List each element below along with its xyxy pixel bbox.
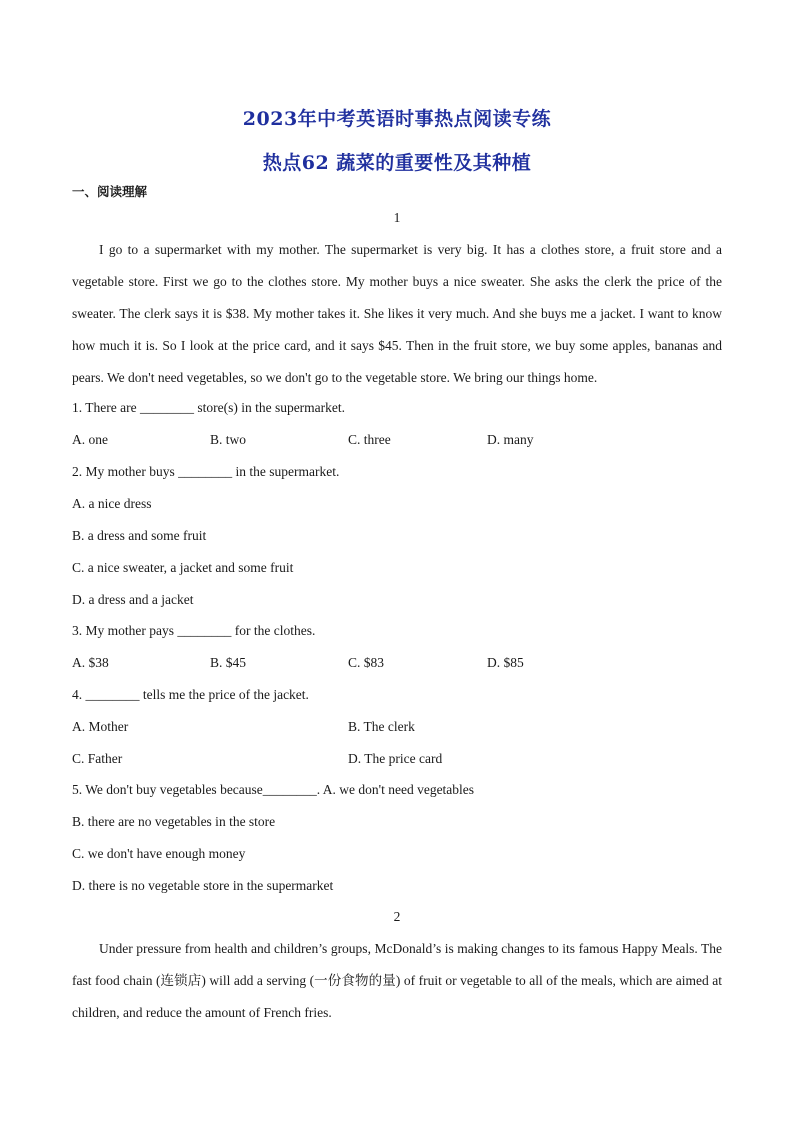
- question-1-option-a: A. one: [72, 432, 108, 447]
- passage-2-text: Under pressure from health and children’s groups, McDonald’s is making changes to its famous Happy Meals. The fast food chain (连锁店) will add a serving (一份食物的量) of fruit or vegetable to all of the meals, which are aimed at children, and reduce the amount of French fries.: [72, 941, 722, 1020]
- section-heading: 一、阅读理解: [72, 184, 148, 199]
- question-2-option-a: A. a nice dress: [72, 496, 152, 511]
- question-4-stem: 4. ________ tells me the price of the jacket.: [72, 687, 309, 702]
- question-3-option-d: D. $85: [487, 655, 524, 670]
- question-3-stem: 3. My mother pays ________ for the clothes.: [72, 623, 316, 638]
- question-5-option-b: B. there are no vegetables in the store: [72, 814, 276, 829]
- passage-number-1: 1: [393, 210, 401, 225]
- document-subtitle: 热点62 蔬菜的重要性及其种植: [262, 152, 532, 174]
- document-title: 2023年中考英语时事热点阅读专练: [242, 108, 552, 130]
- question-3-option-a: A. $38: [72, 655, 109, 670]
- question-5-option-d: D. there is no vegetable store in the supermarket: [72, 878, 334, 893]
- passage-1: [72, 234, 722, 394]
- question-1-option-c: C. three: [348, 432, 391, 447]
- passage-2: [72, 933, 722, 1029]
- question-1-option-b: B. two: [210, 432, 247, 447]
- question-4-option-b: B. The clerk: [348, 719, 415, 734]
- question-2-option-c: C. a nice sweater, a jacket and some fruit: [72, 560, 294, 575]
- question-2-option-d: D. a dress and a jacket: [72, 592, 194, 607]
- question-4-option-c: C. Father: [72, 751, 123, 766]
- question-2-option-b: B. a dress and some fruit: [72, 528, 207, 543]
- question-2-stem: 2. My mother buys ________ in the supermarket.: [72, 464, 340, 479]
- question-1-option-d: D. many: [487, 432, 534, 447]
- passage-number-2: 2: [393, 909, 401, 924]
- passage-1-text: I go to a supermarket with my mother. The supermarket is very big. It has a clothes store, a fruit store and a vegetable store. First we go to the clothes store. My mother buys a nice sweater. She asks the clerk the price of the sweater. The clerk says it is $38. My mother takes it. She likes it very much. And she buys me a jacket. I want to know how much it is. So I look at the price card, and it says $45. Then in the fruit store, we buy some apples, bananas and pears. We don't need vegetables, so we don't go to the vegetable store. We bring our things home.: [72, 242, 722, 385]
- question-4-option-a: A. Mother: [72, 719, 129, 734]
- question-5-option-c: C. we don't have enough money: [72, 846, 246, 861]
- question-1-stem: 1. There are ________ store(s) in the supermarket.: [72, 400, 346, 415]
- question-3-option-b: B. $45: [210, 655, 247, 670]
- question-5-stem: 5. We don't buy vegetables because________. A. we don't need vegetables: [72, 782, 475, 797]
- question-3-option-c: C. $83: [348, 655, 385, 670]
- question-4-option-d: D. The price card: [348, 751, 443, 766]
